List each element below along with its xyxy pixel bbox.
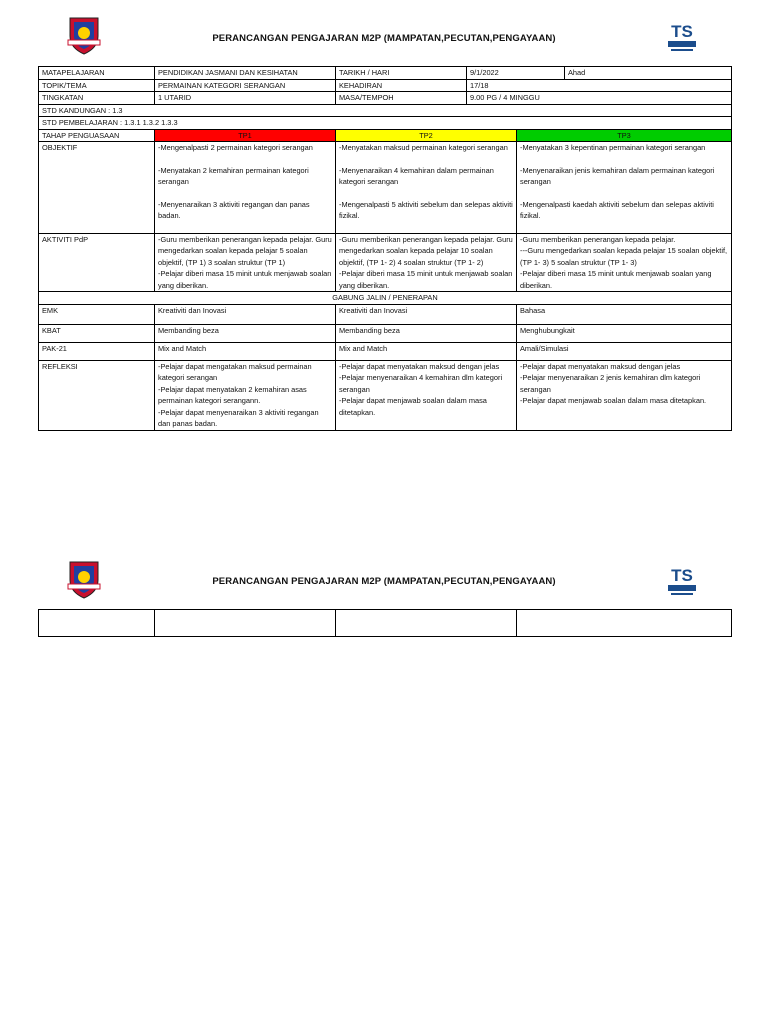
table-row xyxy=(39,324,732,342)
aktiviti-tp1-item: -Pelajar diberi masa 15 minit untuk menjawab soalan yang diberikan. xyxy=(158,269,332,290)
std-kandungan: STD KANDUNGAN : 1.3 xyxy=(39,104,732,117)
refleksi-tp1-item: -Pelajar dapat mengatakan maksud permainan kategori serangan xyxy=(158,361,312,382)
aktiviti-tp3-item: ---Guru mengedarkan soalan kepada pelajar 15 soalan objektif, (TP 1- 3) 5 soalan struktur (TP 1- 3) xyxy=(520,246,728,267)
objektif-tp1-item: -Menyatakan 2 kemahiran permainan kategori serangan xyxy=(158,165,309,186)
table-row xyxy=(39,360,732,430)
aktiviti-tp3-item: -Guru memberikan penerangan kepada pelajar. xyxy=(520,234,676,244)
page-header-1 xyxy=(0,14,768,64)
kbat-tp1: Membanding beza xyxy=(155,324,336,342)
gabung-jalin-header: GABUNG JALIN / PENERAPAN xyxy=(39,292,732,305)
refleksi-tp2 xyxy=(336,360,517,430)
masa-label: MASA/TEMPOH xyxy=(336,92,467,105)
objektif-tp3-item: -Menyenaraikan jenis kemahiran dalam permainan kategori serangan xyxy=(520,165,715,186)
refleksi-tp3-item: -Pelajar dapat menjawab soalan dalam masa ditetapkan. xyxy=(520,396,707,405)
objektif-tp3-item: -Menyatakan 3 kepentinan permainan kategori serangan xyxy=(520,143,706,152)
svg-text:TS: TS xyxy=(671,22,693,41)
empty-cell xyxy=(39,610,155,637)
table-row xyxy=(39,79,732,92)
std-pembelajaran: STD PEMBELAJARAN : 1.3.1 1.3.2 1.3.3 xyxy=(39,117,732,130)
table-row xyxy=(39,92,732,105)
table-row xyxy=(39,104,732,117)
tp2-header: TP2 xyxy=(336,129,517,142)
objektif-tp2-item: -Menyenaraikan 4 kemahiran dalam permainan kategori serangan xyxy=(339,165,494,186)
refleksi-tp3 xyxy=(517,360,732,430)
hari-value: Ahad xyxy=(565,67,732,80)
tingkatan-value: 1 UTARID xyxy=(155,92,336,105)
ts25-logo xyxy=(663,14,701,54)
page-header-2 xyxy=(0,558,768,608)
emk-tp1: Kreativiti dan Inovasi xyxy=(155,304,336,324)
topik-value: PERMAINAN KATEGORI SERANGAN xyxy=(155,79,336,92)
objektif-tp1-item: -Menyenaraikan 3 aktiviti regangan dan panas badan. xyxy=(158,199,310,220)
aktiviti-label: AKTIVITI PdP xyxy=(39,233,155,292)
refleksi-tp3-item: -Pelajar menyenaraikan 2 jenis kemahiran dlm kategori serangan xyxy=(520,373,701,394)
pak21-tp1: Mix and Match xyxy=(155,342,336,360)
kehadiran-label: KEHADIRAN xyxy=(336,79,467,92)
pak21-label: PAK-21 xyxy=(39,342,155,360)
kbat-tp2: Membanding beza xyxy=(336,324,517,342)
objektif-tp1-item: -Mengenalpasti 2 permainan kategori serangan xyxy=(158,143,313,152)
aktiviti-tp1 xyxy=(155,233,336,292)
tahap-penguasaan-label: TAHAP PENGUASAAN xyxy=(39,129,155,142)
tarikh-value: 9/1/2022 xyxy=(467,67,565,80)
masa-value: 9.00 PG / 4 MINGGU xyxy=(467,92,732,105)
lesson-plan-table xyxy=(38,66,732,431)
matapelajaran-label: MATAPELAJARAN xyxy=(39,67,155,80)
table-row xyxy=(39,67,732,80)
table-row xyxy=(39,610,732,637)
table-row xyxy=(39,129,732,142)
refleksi-tp1 xyxy=(155,360,336,430)
objektif-tp2-item: -Mengenalpasti 5 aktiviti sebelum dan selepas aktiviti fizikal. xyxy=(339,199,513,220)
refleksi-tp3-item: -Pelajar dapat menyatakan maksud dengan jelas xyxy=(520,361,681,371)
tarikh-label: TARIKH / HARI xyxy=(336,67,467,80)
aktiviti-tp3-item: -Pelajar diberi masa 15 minit untuk menjawab soalan yang diberikan. xyxy=(520,269,712,290)
emk-tp3: Bahasa xyxy=(517,304,732,324)
empty-cell xyxy=(155,610,336,637)
aktiviti-tp2-item: -Guru memberikan penerangan kepada pelajar. Guru mengedarkan soalan kepada pelajar 10 soalan objektif, (TP 1- 2) 4 soalan struktur (TP 1- 2) xyxy=(339,234,513,267)
tp3-header: TP3 xyxy=(517,129,732,142)
tingkatan-label: TINGKATAN xyxy=(39,92,155,105)
table-row xyxy=(39,117,732,130)
svg-text:TS: TS xyxy=(671,566,693,585)
emk-tp2: Kreativiti dan Inovasi xyxy=(336,304,517,324)
table-row xyxy=(39,142,732,234)
kehadiran-value: 17/18 xyxy=(467,79,732,92)
kbat-label: KBAT xyxy=(39,324,155,342)
objektif-tp2-item: -Menyatakan maksud permainan kategori serangan xyxy=(339,143,508,152)
objektif-tp3 xyxy=(517,142,732,234)
aktiviti-tp3 xyxy=(517,233,732,292)
empty-cell xyxy=(517,610,732,637)
pak21-tp3: Amali/Simulasi xyxy=(517,342,732,360)
refleksi-label: REFLEKSI xyxy=(39,360,155,430)
objektif-label: OBJEKTIF xyxy=(39,142,155,234)
table-row xyxy=(39,304,732,324)
refleksi-tp1-item: -Pelajar dapat menyenaraikan 3 aktiviti regangan dan panas badan. xyxy=(158,407,319,428)
aktiviti-tp2-item: -Pelajar diberi masa 15 minit untuk menjawab soalan yang diberikan. xyxy=(339,269,513,290)
page-title: PERANCANGAN PENGAJARAN M2P (MAMPATAN,PECUTAN,PENGAYAAN) xyxy=(212,33,556,44)
refleksi-tp2-item: -Pelajar menyenaraikan 4 kemahiran dlm kategori serangan xyxy=(339,373,503,394)
aktiviti-tp1-item: -Guru memberikan penerangan kepada pelajar. Guru mengedarkan soalan kepada pelajar 5 soalan objektif, (TP 1) 3 soalan struktur (TP 1) xyxy=(158,234,332,267)
page-title: PERANCANGAN PENGAJARAN M2P (MAMPATAN,PECUTAN,PENGAYAAN) xyxy=(212,576,556,587)
tp1-header: TP1 xyxy=(155,129,336,142)
kbat-tp3: Menghubungkait xyxy=(517,324,732,342)
emk-label: EMK xyxy=(39,304,155,324)
refleksi-tp2-item: -Pelajar dapat menjawab soalan dalam masa ditetapkan. xyxy=(339,396,487,417)
lesson-plan-table-2 xyxy=(38,609,732,637)
ts25-logo xyxy=(663,558,701,598)
table-row xyxy=(39,233,732,292)
objektif-tp3-item: -Mengenalpasti kaedah aktiviti sebelum dan selepas aktiviti fizikal. xyxy=(520,199,714,220)
objektif-tp1 xyxy=(155,142,336,234)
refleksi-tp1-item: -Pelajar dapat menyatakan 2 kemahiran asas permainan kategori serangann. xyxy=(158,384,307,405)
pak21-tp2: Mix and Match xyxy=(336,342,517,360)
table-row xyxy=(39,342,732,360)
matapelajaran-value: PENDIDIKAN JASMANI DAN KESIHATAN xyxy=(155,67,336,80)
topik-label: TOPIK/TEMA xyxy=(39,79,155,92)
aktiviti-tp2 xyxy=(336,233,517,292)
empty-cell xyxy=(336,610,517,637)
objektif-tp2 xyxy=(336,142,517,234)
table-row xyxy=(39,292,732,305)
refleksi-tp2-item: -Pelajar dapat menyatakan maksud dengan jelas xyxy=(339,361,500,371)
